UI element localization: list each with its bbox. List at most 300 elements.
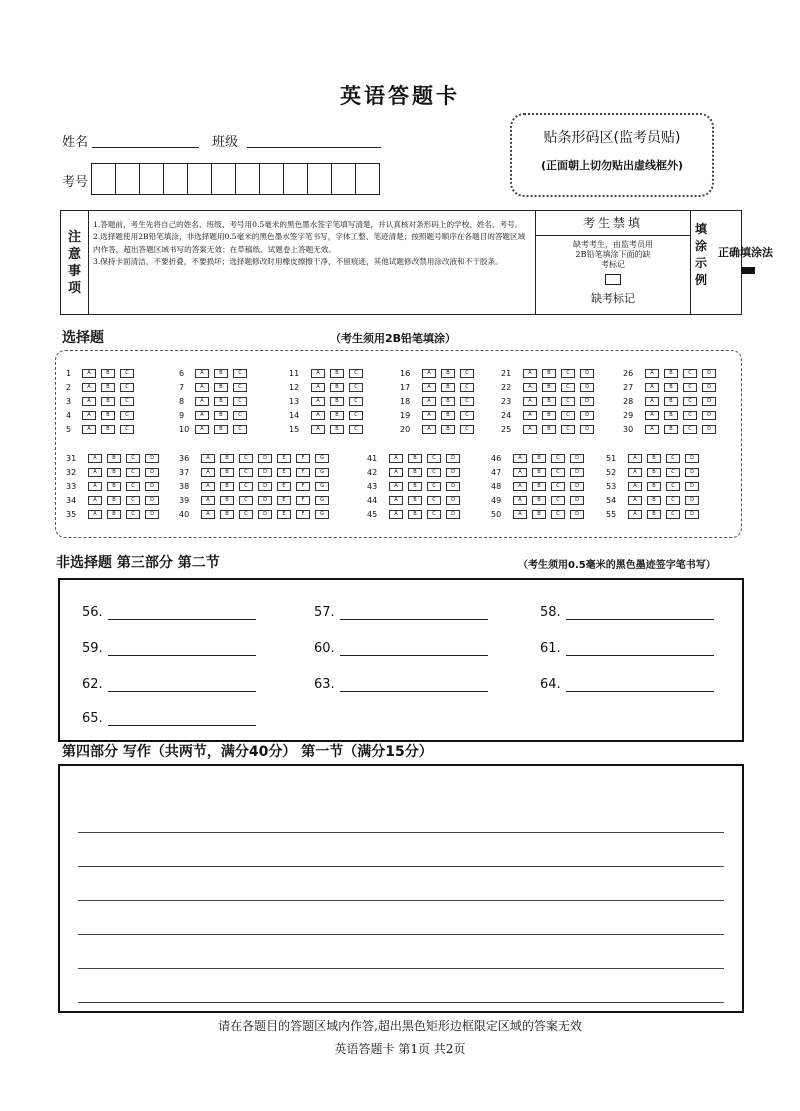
mc-option-bubble[interactable]: B xyxy=(441,425,455,434)
mc-option-bubble[interactable]: C xyxy=(126,482,140,491)
mc-option-bubble[interactable]: B xyxy=(220,468,234,477)
fill-blank-line[interactable] xyxy=(108,605,256,620)
mc-question xyxy=(623,424,721,434)
mc-option-bubble[interactable]: A xyxy=(513,496,527,505)
mc-option-bubble[interactable]: C xyxy=(233,383,247,392)
mc-option-bubble[interactable]: D xyxy=(685,468,699,477)
mc-option-bubble[interactable]: B xyxy=(107,482,121,491)
mc-option-bubble[interactable]: D xyxy=(145,454,159,463)
mc-option-bubble[interactable]: A xyxy=(523,383,537,392)
mc-option-bubble[interactable]: C xyxy=(349,397,363,406)
mc-option-bubble[interactable]: B xyxy=(647,496,661,505)
fill-blank-number: 62. xyxy=(82,677,103,692)
mc-option-bubble[interactable]: A xyxy=(88,510,102,519)
mc-option-bubble[interactable]: A xyxy=(82,411,96,420)
mc-option-bubble[interactable]: C xyxy=(349,369,363,378)
mc-option-bubble[interactable]: A xyxy=(389,510,403,519)
mc-question-number: 22 xyxy=(501,382,512,392)
fill-blank[interactable] xyxy=(314,605,488,620)
mc-option-bubble[interactable]: B xyxy=(664,397,678,406)
mc-option-bubble[interactable]: B xyxy=(101,369,115,378)
mc-option-bubble[interactable]: A xyxy=(311,369,325,378)
mc-option-bubble[interactable]: D xyxy=(258,482,272,491)
id-cell[interactable] xyxy=(332,164,356,194)
mc-option-bubble[interactable]: A xyxy=(88,468,102,477)
mc-option-bubble[interactable]: A xyxy=(513,482,527,491)
mc-option-bubble[interactable]: A xyxy=(513,468,527,477)
mc-option-bubble[interactable]: A xyxy=(628,510,642,519)
mc-option-bubble[interactable]: C xyxy=(666,468,680,477)
mc-option-bubble[interactable]: B xyxy=(542,411,556,420)
mc-option-bubble[interactable]: B xyxy=(220,510,234,519)
mc-question xyxy=(66,410,139,420)
mc-option-bubble[interactable]: B xyxy=(542,383,556,392)
mc-question-number: 52 xyxy=(606,467,617,477)
mc-option-bubble[interactable]: B xyxy=(532,510,546,519)
id-cell[interactable] xyxy=(356,164,379,194)
name-field[interactable] xyxy=(92,131,199,148)
mc-option-bubble[interactable]: A xyxy=(311,425,325,434)
mc-option-bubble[interactable]: A xyxy=(201,496,215,505)
fill-blank-number: 65. xyxy=(82,711,103,726)
mc-option-bubble[interactable]: B xyxy=(214,397,228,406)
mc-question-number: 32 xyxy=(66,467,77,477)
id-cell[interactable] xyxy=(236,164,260,194)
mc-option-bubble[interactable]: D xyxy=(580,397,594,406)
fill-blank-number: 58. xyxy=(540,605,561,620)
mc-option-bubble[interactable]: B xyxy=(101,383,115,392)
mc-option-bubble[interactable]: A xyxy=(628,496,642,505)
mc-option-bubble[interactable]: B xyxy=(664,411,678,420)
mc-option-bubble[interactable]: B xyxy=(107,496,121,505)
mc-option-bubble[interactable]: C xyxy=(349,411,363,420)
mc-option-bubble[interactable]: A xyxy=(523,397,537,406)
mc-option-bubble[interactable]: B xyxy=(532,482,546,491)
mc-option-bubble[interactable]: B xyxy=(220,454,234,463)
mc-option-bubble[interactable]: B xyxy=(441,383,455,392)
mc-option-bubble[interactable]: B xyxy=(330,383,344,392)
mc-option-bubble[interactable]: C xyxy=(427,496,441,505)
mc-option-bubble[interactable]: A xyxy=(82,397,96,406)
mc-option-bubble[interactable]: C xyxy=(239,454,253,463)
mc-option-bubble[interactable]: D xyxy=(702,383,716,392)
mc-option-bubble[interactable]: G xyxy=(315,468,329,477)
mc-option-bubble[interactable]: D xyxy=(570,510,584,519)
mc-option-bubble[interactable]: C xyxy=(126,496,140,505)
mc-option-bubble[interactable]: A xyxy=(523,425,537,434)
mc-option-bubble[interactable]: A xyxy=(311,411,325,420)
mc-option-bubble[interactable]: D xyxy=(685,496,699,505)
mc-question-number: 28 xyxy=(623,396,634,406)
mc-option-bubble[interactable]: C xyxy=(551,510,565,519)
fill-blank[interactable] xyxy=(314,641,488,656)
mc-option-bubble[interactable]: C xyxy=(666,482,680,491)
mc-option-bubble[interactable]: C xyxy=(427,510,441,519)
fill-blank-line[interactable] xyxy=(340,641,488,656)
mc-option-bubble[interactable]: C xyxy=(126,510,140,519)
mc-option-bubble[interactable]: C xyxy=(561,397,575,406)
mc-question-number: 40 xyxy=(179,509,190,519)
mc-option-bubble[interactable]: C xyxy=(427,468,441,477)
mc-option-bubble[interactable]: D xyxy=(446,468,460,477)
id-cell[interactable] xyxy=(188,164,212,194)
mc-option-bubble[interactable]: G xyxy=(315,482,329,491)
mc-option-bubble[interactable]: B xyxy=(664,425,678,434)
mc-question-number: 33 xyxy=(66,481,77,491)
mc-question xyxy=(400,368,479,378)
mc-option-bubble[interactable]: C xyxy=(460,397,474,406)
fill-blank-line[interactable] xyxy=(108,711,256,726)
mc-option-bubble[interactable]: B xyxy=(441,411,455,420)
mc-question xyxy=(66,382,139,392)
fill-blank[interactable] xyxy=(82,641,256,656)
mc-option-bubble[interactable]: D xyxy=(702,411,716,420)
mc-option-bubble[interactable]: B xyxy=(647,468,661,477)
mc-option-bubble[interactable]: D xyxy=(145,510,159,519)
mc-option-bubble[interactable]: C xyxy=(126,468,140,477)
mc-option-bubble[interactable]: A xyxy=(389,496,403,505)
mc-option-bubble[interactable]: A xyxy=(195,411,209,420)
mc-option-bubble[interactable]: B xyxy=(101,397,115,406)
mc-option-bubble[interactable]: A xyxy=(422,397,436,406)
mc-option-bubble[interactable]: D xyxy=(145,482,159,491)
mc-option-bubble[interactable]: A xyxy=(389,482,403,491)
mc-option-bubble[interactable]: D xyxy=(258,510,272,519)
fill-blank-line[interactable] xyxy=(108,677,256,692)
mc-option-bubble[interactable]: C xyxy=(233,411,247,420)
mc-option-bubble[interactable]: D xyxy=(446,510,460,519)
mc-option-bubble[interactable]: G xyxy=(315,496,329,505)
mc-option-bubble[interactable]: C xyxy=(561,411,575,420)
mc-option-bubble[interactable]: B xyxy=(220,496,234,505)
mc-option-bubble[interactable]: C xyxy=(120,425,134,434)
mc-option-bubble[interactable]: B xyxy=(664,369,678,378)
mc-option-bubble[interactable]: B xyxy=(330,411,344,420)
mc-option-bubble[interactable]: D xyxy=(446,496,460,505)
mc-option-bubble[interactable]: D xyxy=(145,468,159,477)
id-cell[interactable] xyxy=(116,164,140,194)
exam-only-box xyxy=(535,211,691,314)
mc-option-bubble[interactable]: B xyxy=(542,397,556,406)
mc-question xyxy=(179,495,334,505)
id-cell[interactable] xyxy=(308,164,332,194)
fill-blank-line[interactable] xyxy=(566,605,714,620)
mc-option-bubble[interactable]: C xyxy=(239,510,253,519)
mc-option-bubble[interactable]: C xyxy=(683,397,697,406)
mc-option-bubble[interactable]: A xyxy=(201,482,215,491)
mc-option-bubble[interactable]: C xyxy=(561,383,575,392)
id-grid[interactable] xyxy=(91,163,380,195)
writing-area[interactable] xyxy=(58,764,744,1013)
mc-option-bubble[interactable]: C xyxy=(551,454,565,463)
mc-option-bubble[interactable]: A xyxy=(645,425,659,434)
mc-option-bubble[interactable]: A xyxy=(513,454,527,463)
mc-question xyxy=(66,396,139,406)
mc-option-bubble[interactable]: D xyxy=(702,425,716,434)
mc-option-bubble[interactable]: A xyxy=(195,425,209,434)
mc-option-bubble[interactable]: C xyxy=(120,383,134,392)
mc-option-bubble[interactable]: B xyxy=(408,510,422,519)
mc-option-bubble[interactable]: B xyxy=(330,369,344,378)
fill-blank[interactable] xyxy=(540,677,714,692)
mc-option-bubble[interactable]: C xyxy=(460,411,474,420)
mc-option-bubble[interactable]: C xyxy=(666,454,680,463)
mc-option-bubble[interactable]: B xyxy=(107,510,121,519)
mc-question xyxy=(66,368,139,378)
mc-option-bubble[interactable]: C xyxy=(460,369,474,378)
mc-option-bubble[interactable]: C xyxy=(120,397,134,406)
mc-option-bubble[interactable]: E xyxy=(277,454,291,463)
mc-option-bubble[interactable]: B xyxy=(107,454,121,463)
mc-option-bubble[interactable]: C xyxy=(120,369,134,378)
mc-option-bubble[interactable]: A xyxy=(645,369,659,378)
fill-blank[interactable] xyxy=(82,711,256,726)
mc-option-bubble[interactable]: A xyxy=(82,425,96,434)
mc-option-bubble[interactable]: B xyxy=(101,411,115,420)
notice-box xyxy=(60,210,773,315)
mc-option-bubble[interactable]: B xyxy=(532,468,546,477)
mc-option-bubble[interactable]: A xyxy=(389,468,403,477)
mc-option-bubble[interactable]: B xyxy=(408,496,422,505)
mc-option-bubble[interactable]: C xyxy=(126,454,140,463)
writing-line[interactable] xyxy=(78,934,724,935)
mc-option-bubble[interactable]: D xyxy=(580,383,594,392)
mc-option-bubble[interactable]: C xyxy=(120,411,134,420)
mc-option-bubble[interactable]: B xyxy=(220,482,234,491)
fill-blank[interactable] xyxy=(82,605,256,620)
mc-question-number: 26 xyxy=(623,368,634,378)
mc-option-bubble[interactable]: A xyxy=(513,510,527,519)
mc-option-bubble[interactable]: A xyxy=(311,383,325,392)
mc-option-bubble[interactable]: A xyxy=(422,411,436,420)
mc-option-bubble[interactable]: D xyxy=(258,454,272,463)
mc-option-bubble[interactable]: A xyxy=(311,397,325,406)
mc-option-bubble[interactable]: B xyxy=(441,369,455,378)
mc-question-number: 16 xyxy=(400,368,411,378)
id-cell[interactable] xyxy=(140,164,164,194)
id-cell[interactable] xyxy=(92,164,116,194)
mc-option-bubble[interactable]: D xyxy=(446,482,460,491)
mc-option-bubble[interactable]: D xyxy=(570,496,584,505)
mc-option-bubble[interactable]: D xyxy=(580,425,594,434)
fill-blank[interactable] xyxy=(314,677,488,692)
fill-blank-line[interactable] xyxy=(566,641,714,656)
mc-option-bubble[interactable]: B xyxy=(441,397,455,406)
fill-blank-number: 60. xyxy=(314,641,335,656)
mc-option-bubble[interactable]: D xyxy=(570,468,584,477)
writing-line[interactable] xyxy=(78,968,724,969)
fill-blank-line[interactable] xyxy=(340,605,488,620)
mc-option-bubble[interactable]: G xyxy=(315,510,329,519)
mc-option-bubble[interactable]: C xyxy=(683,383,697,392)
mc-option-bubble[interactable]: B xyxy=(532,454,546,463)
mc-option-bubble[interactable]: F xyxy=(296,468,310,477)
mc-option-bubble[interactable]: C xyxy=(561,425,575,434)
mc-option-bubble[interactable]: B xyxy=(330,397,344,406)
absent-mark-box[interactable] xyxy=(605,274,621,285)
mc-option-bubble[interactable]: B xyxy=(542,369,556,378)
mc-option-bubble[interactable]: A xyxy=(523,369,537,378)
mc-option-bubble[interactable]: C xyxy=(551,482,565,491)
mc-option-bubble[interactable]: B xyxy=(647,510,661,519)
mc-option-bubble[interactable]: D xyxy=(580,369,594,378)
mc-option-bubble[interactable]: B xyxy=(664,383,678,392)
mc-option-bubble[interactable]: D xyxy=(145,496,159,505)
mc-option-bubble[interactable]: F xyxy=(296,482,310,491)
mc-option-bubble[interactable]: D xyxy=(702,397,716,406)
mc-option-bubble[interactable]: A xyxy=(195,383,209,392)
writing-line[interactable] xyxy=(78,900,724,901)
class-field[interactable] xyxy=(247,131,381,148)
mc-option-bubble[interactable]: B xyxy=(107,468,121,477)
mc-option-bubble[interactable]: C xyxy=(233,425,247,434)
mc-option-bubble[interactable]: D xyxy=(702,369,716,378)
mc-option-bubble[interactable]: A xyxy=(422,369,436,378)
mc-option-bubble[interactable]: A xyxy=(645,383,659,392)
mc-option-bubble[interactable]: A xyxy=(201,454,215,463)
mc-option-bubble[interactable]: E xyxy=(277,468,291,477)
mc-question xyxy=(289,424,368,434)
fill-blank[interactable] xyxy=(540,641,714,656)
mc-option-bubble[interactable]: C xyxy=(427,482,441,491)
mc-option-bubble[interactable]: C xyxy=(427,454,441,463)
writing-line[interactable] xyxy=(78,1002,724,1003)
mc-subtitle: （考生须用2B铅笔填涂） xyxy=(330,332,457,345)
mc-question-number: 20 xyxy=(400,424,411,434)
part3-note: （考生须用0.5毫米的黑色墨迹签字笔书写） xyxy=(518,560,716,571)
mc-option-bubble[interactable]: B xyxy=(647,454,661,463)
mc-option-bubble[interactable]: A xyxy=(628,482,642,491)
mc-option-bubble[interactable]: D xyxy=(258,496,272,505)
mc-option-bubble[interactable]: B xyxy=(408,454,422,463)
mc-option-bubble[interactable]: A xyxy=(422,425,436,434)
mc-option-bubble[interactable]: D xyxy=(685,510,699,519)
mc-question xyxy=(623,410,721,420)
mc-option-bubble[interactable]: A xyxy=(195,397,209,406)
mc-option-bubble[interactable]: C xyxy=(683,411,697,420)
mc-option-bubble[interactable]: A xyxy=(88,454,102,463)
mc-option-bubble[interactable]: A xyxy=(645,411,659,420)
mc-option-bubble[interactable]: D xyxy=(685,454,699,463)
fill-blank-number: 64. xyxy=(540,677,561,692)
mc-option-bubble[interactable]: A xyxy=(628,468,642,477)
absent-mark-label: 缺考标记 xyxy=(591,292,635,305)
mc-option-bubble[interactable]: F xyxy=(296,510,310,519)
mc-question-number: 46 xyxy=(491,453,502,463)
mc-option-bubble[interactable]: C xyxy=(666,510,680,519)
mc-option-bubble[interactable]: E xyxy=(277,482,291,491)
mc-option-bubble[interactable]: D xyxy=(446,454,460,463)
mc-option-bubble[interactable]: C xyxy=(561,369,575,378)
mc-option-bubble[interactable]: C xyxy=(349,383,363,392)
fill-blank[interactable] xyxy=(82,677,256,692)
mc-option-bubble[interactable]: B xyxy=(647,482,661,491)
id-cell[interactable] xyxy=(260,164,284,194)
mc-option-bubble[interactable]: C xyxy=(683,425,697,434)
id-cell[interactable] xyxy=(164,164,188,194)
mc-option-bubble[interactable]: B xyxy=(214,425,228,434)
mc-option-bubble[interactable]: C xyxy=(233,369,247,378)
mc-option-bubble[interactable]: A xyxy=(88,482,102,491)
mc-option-bubble[interactable]: C xyxy=(239,482,253,491)
writing-line[interactable] xyxy=(78,832,724,833)
mc-option-bubble[interactable]: C xyxy=(666,496,680,505)
fill-blank-line[interactable] xyxy=(340,677,488,692)
fill-blank-line[interactable] xyxy=(566,677,714,692)
mc-question-number: 18 xyxy=(400,396,411,406)
mc-option-bubble[interactable]: A xyxy=(628,454,642,463)
id-cell[interactable] xyxy=(284,164,308,194)
mc-option-bubble[interactable]: B xyxy=(101,425,115,434)
mc-option-bubble[interactable]: D xyxy=(258,468,272,477)
mc-question-number: 45 xyxy=(367,509,378,519)
mc-option-bubble[interactable]: D xyxy=(570,482,584,491)
writing-line[interactable] xyxy=(78,866,724,867)
mc-option-bubble[interactable]: C xyxy=(233,397,247,406)
mc-option-bubble[interactable]: B xyxy=(330,425,344,434)
mc-question xyxy=(501,382,599,392)
mc-option-bubble[interactable]: A xyxy=(389,454,403,463)
mc-question-number: 38 xyxy=(179,481,190,491)
mc-option-bubble[interactable]: E xyxy=(277,496,291,505)
mc-question-number: 15 xyxy=(289,424,300,434)
mc-option-bubble[interactable]: F xyxy=(296,496,310,505)
mc-option-bubble[interactable]: B xyxy=(214,369,228,378)
mc-option-bubble[interactable]: A xyxy=(523,411,537,420)
mc-question-number: 44 xyxy=(367,495,378,505)
mc-option-bubble[interactable]: A xyxy=(195,369,209,378)
mc-question xyxy=(179,396,252,406)
mc-option-bubble[interactable]: D xyxy=(570,454,584,463)
mc-option-bubble[interactable]: G xyxy=(315,454,329,463)
mc-option-bubble[interactable]: C xyxy=(551,468,565,477)
mc-option-bubble[interactable]: A xyxy=(422,383,436,392)
mc-question-number: 17 xyxy=(400,382,411,392)
mc-option-bubble[interactable]: A xyxy=(645,397,659,406)
mc-question xyxy=(491,453,589,463)
mc-option-bubble[interactable]: C xyxy=(349,425,363,434)
mc-option-bubble[interactable]: F xyxy=(296,454,310,463)
mc-option-bubble[interactable]: E xyxy=(277,510,291,519)
part3-area xyxy=(58,578,744,742)
mc-option-bubble[interactable]: C xyxy=(460,425,474,434)
mc-option-bubble[interactable]: B xyxy=(408,482,422,491)
mc-option-bubble[interactable]: B xyxy=(532,496,546,505)
mc-option-bubble[interactable]: B xyxy=(214,411,228,420)
mc-option-bubble[interactable]: C xyxy=(460,383,474,392)
mc-option-bubble[interactable]: B xyxy=(214,383,228,392)
mc-option-bubble[interactable]: A xyxy=(201,468,215,477)
mc-question xyxy=(179,467,334,477)
mc-option-bubble[interactable]: A xyxy=(82,383,96,392)
mc-option-bubble[interactable]: C xyxy=(551,496,565,505)
mc-option-bubble[interactable]: A xyxy=(201,510,215,519)
mc-option-bubble[interactable]: D xyxy=(685,482,699,491)
fill-blank-line[interactable] xyxy=(108,641,256,656)
mc-option-bubble[interactable]: C xyxy=(239,468,253,477)
fill-blank[interactable] xyxy=(540,605,714,620)
mc-question xyxy=(606,481,704,491)
mc-option-bubble[interactable]: A xyxy=(88,496,102,505)
mc-option-bubble[interactable]: A xyxy=(82,369,96,378)
mc-option-bubble[interactable]: C xyxy=(683,369,697,378)
mc-option-bubble[interactable]: D xyxy=(580,411,594,420)
id-cell[interactable] xyxy=(212,164,236,194)
mc-option-bubble[interactable]: C xyxy=(239,496,253,505)
fill-blank-number: 61. xyxy=(540,641,561,656)
mc-option-bubble[interactable]: B xyxy=(542,425,556,434)
mc-option-bubble[interactable]: B xyxy=(408,468,422,477)
